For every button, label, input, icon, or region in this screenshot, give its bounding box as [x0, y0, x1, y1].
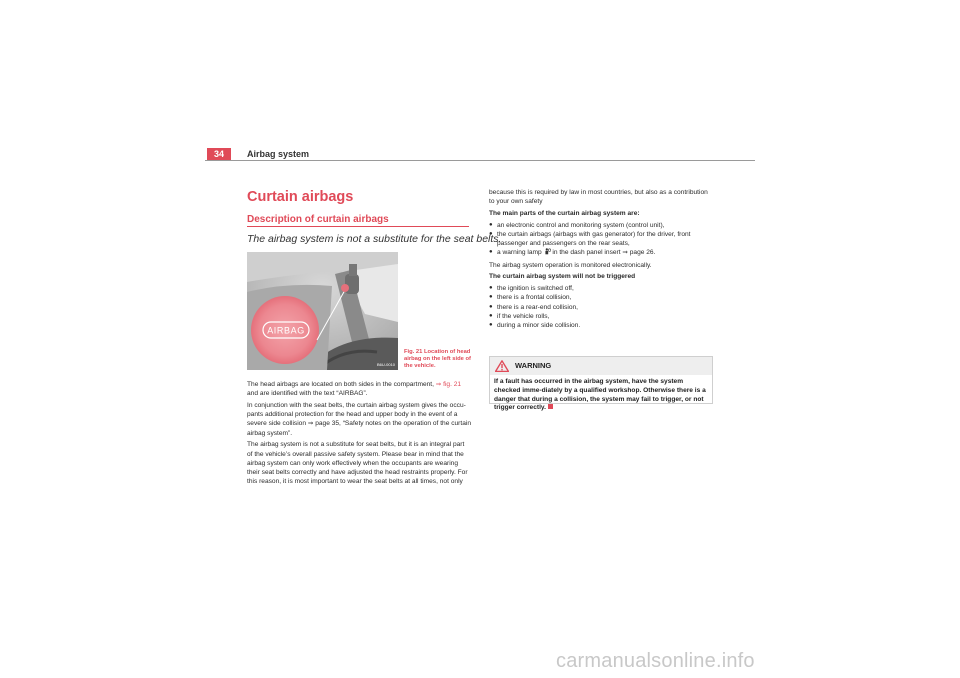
list-item-warning-lamp	[489, 248, 711, 257]
parts-heading: The main parts of the curtain airbag system are:	[489, 210, 640, 217]
figure-reference-link[interactable]: ⇒ fig. 21	[435, 381, 462, 388]
figure-caption: Fig. 21 Location of head airbag on the left side of the vehicle.	[404, 349, 471, 369]
list-item: ● the curtain airbags (airbags with gas generator) for the driver, front passenger and passengers on the rear seats,	[489, 230, 711, 248]
paragraph-location-text-a: The head airbags are located on both sides in the compartment,	[247, 381, 436, 388]
warning-header	[490, 357, 712, 375]
watermark: carmanualsonline.info	[556, 650, 755, 672]
parts-list	[489, 221, 711, 258]
page-number: 34	[207, 148, 231, 161]
paragraph-protection: In conjunction with the seat belts, the curtain airbag system gives the occu-pants additional protection for the head and upper body in the event of a severe side collision ⇒ page 35, “Safety notes on the operation of the curtain airbag system”.	[247, 402, 471, 437]
chapter-title: Curtain airbags	[247, 189, 354, 205]
figure-code: B6U-0010	[377, 362, 396, 367]
airbag-warning-lamp-icon	[544, 248, 551, 255]
list-item: ● there is a rear-end collision,	[489, 303, 711, 312]
warning-text	[494, 378, 708, 413]
list-item: ● there is a frontal collision,	[489, 293, 711, 302]
paragraph-passive-safety: The airbag system is not a substitute for seat belts, but it is an integral part of the vehicle’s overall passive safety system. Please bear in mind that the airbag system can only work effectively when the occupants are wearing their seat belts correctly and have adjusted the head restraints properly. For this reason, it is most important to wear the seat belts at all times, not only	[247, 441, 468, 486]
airbag-label-text: AIRBAG	[267, 325, 305, 336]
section-rule	[247, 226, 469, 227]
header-rule	[205, 160, 755, 161]
running-title: Airbag system	[247, 149, 310, 159]
paragraph-location	[247, 380, 471, 398]
list-item: ● if the vehicle rolls,	[489, 312, 711, 321]
list-item: ● the ignition is switched off,	[489, 284, 711, 293]
warning-body: If a fault has occurred in the airbag system, have the system checked imme-diately by a qualified workshop. Otherwise there is a danger that during a collision, the system may fail to trigger, or not trigger correctly.	[494, 378, 706, 412]
list-item: ● during a minor side collision.	[489, 321, 711, 330]
figure-head-airbag	[247, 252, 398, 370]
left-column	[247, 380, 471, 489]
car-interior-illustration	[247, 252, 398, 370]
paragraph-location-text-b: and are identified with the text “AIRBAG”.	[247, 390, 368, 398]
not-triggered-heading: The curtain airbag system will not be triggered	[489, 273, 636, 281]
warning-title: WARNING	[515, 361, 552, 370]
section-title: Description of curtain airbags	[247, 214, 389, 225]
lamp-text-b: in the dash panel insert ⇒ page 26.	[550, 249, 656, 257]
paragraph-continuation: because this is required by law in most countries, but also as a contribution to your own safety	[489, 189, 708, 206]
end-mark	[548, 404, 553, 409]
lamp-text-a: a warning lamp	[497, 249, 544, 257]
warning-triangle-icon	[495, 360, 509, 372]
list-item: ● an electronic control and monitoring system (control unit),	[489, 221, 711, 230]
right-column	[489, 188, 711, 330]
monitored-text: The airbag system operation is monitored electronically.	[489, 261, 652, 269]
section-subhead: The airbag system is not a substitute for the seat belts.	[247, 233, 502, 245]
not-triggered-list	[489, 284, 711, 330]
warning-box	[489, 356, 713, 412]
